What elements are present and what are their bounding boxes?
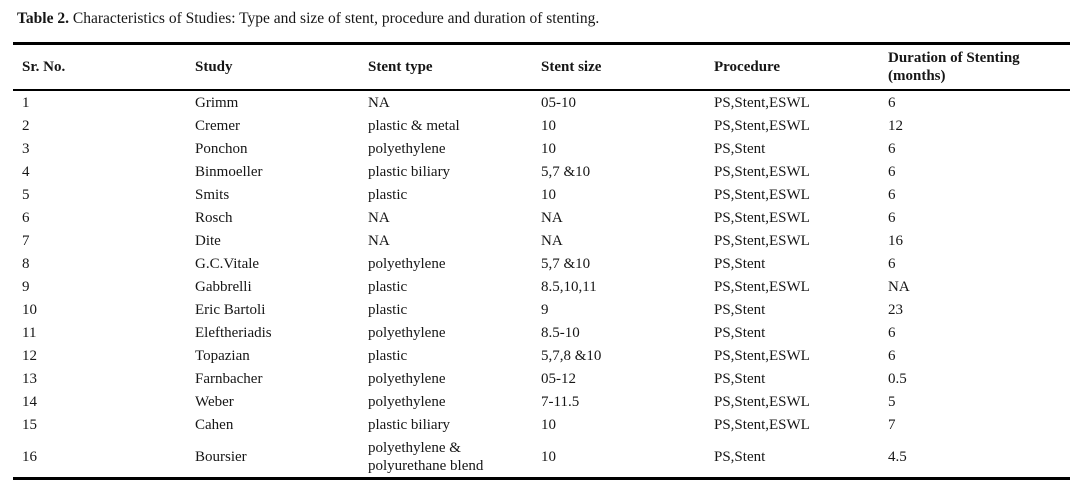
table-cell: PS,Stent,ESWL: [714, 278, 810, 295]
table-cell: 6: [888, 140, 896, 157]
table-row: [13, 390, 1070, 413]
table-row: [13, 160, 1070, 183]
table-cell: Binmoeller: [195, 163, 263, 180]
table-cell: 5,7 &10: [541, 255, 591, 272]
table-cell: 10: [541, 117, 556, 134]
table-cell: Ponchon: [195, 140, 248, 157]
table-cell: 8: [22, 255, 30, 272]
table-cell: Boursier: [195, 448, 247, 465]
table-cell: polyethylene: [368, 140, 446, 157]
table-cell: 4.5: [888, 448, 907, 465]
table-cell: 10: [541, 416, 556, 433]
table-cell: PS,Stent: [714, 140, 766, 157]
table-row: [13, 344, 1070, 367]
column-header: Procedure: [714, 59, 781, 75]
table-cell: NA: [368, 209, 390, 226]
table-cell: 16: [22, 448, 37, 465]
column-header: Sr. No.: [22, 59, 66, 75]
table-cell: 6: [888, 255, 896, 272]
table-cell: PS,Stent,ESWL: [714, 209, 810, 226]
table-row: [13, 90, 1070, 114]
table-cell: PS,Stent: [714, 324, 766, 341]
table-row: [13, 321, 1070, 344]
table-caption: [17, 9, 599, 29]
table-cell: plastic: [368, 301, 408, 318]
table-cell: polyethylene & polyurethane blend: [368, 439, 484, 474]
table-cell: PS,Stent: [714, 370, 766, 387]
table-cell: 15: [22, 416, 37, 433]
table-cell: PS,Stent,ESWL: [714, 94, 810, 111]
table-cell: 12: [22, 347, 37, 364]
table-cell: 6: [888, 163, 896, 180]
table-cell: 10: [22, 301, 37, 318]
table-cell: PS,Stent,ESWL: [714, 163, 810, 180]
table-cell: NA: [368, 94, 390, 111]
table-cell: Cremer: [195, 117, 240, 134]
table-cell: PS,Stent,ESWL: [714, 393, 810, 410]
table-cell: 13: [22, 370, 37, 387]
table-cell: polyethylene: [368, 370, 446, 387]
table-cell: NA: [888, 278, 910, 295]
table-row: [13, 137, 1070, 160]
table-cell: PS,Stent,ESWL: [714, 117, 810, 134]
table-row: [13, 367, 1070, 390]
table-cell: Eleftheriadis: [195, 324, 272, 341]
table-cell: 7: [22, 232, 30, 249]
table-cell: Eric Bartoli: [195, 301, 266, 318]
table-cell: 9: [22, 278, 30, 295]
table-cell: 7-11.5: [541, 393, 580, 410]
table-cell: 10: [541, 140, 556, 157]
table-cell: plastic: [368, 347, 408, 364]
table-cell: 2: [22, 117, 30, 134]
column-header: Study: [195, 59, 233, 75]
table-cell: G.C.Vitale: [195, 255, 260, 272]
table-cell: NA: [541, 232, 563, 249]
table-row: [13, 252, 1070, 275]
table-row: [13, 229, 1070, 252]
table-cell: 7: [888, 416, 896, 433]
table-cell: PS,Stent,ESWL: [714, 232, 810, 249]
table-cell: 8.5-10: [541, 324, 580, 341]
table-cell: plastic & metal: [368, 117, 460, 134]
column-header: Stent type: [368, 59, 433, 75]
column-header: Duration of Stenting (months): [888, 50, 1020, 84]
table-cell: 5: [888, 393, 896, 410]
table-cell: Grimm: [195, 94, 239, 111]
table-cell: 3: [22, 140, 30, 157]
table-cell: NA: [368, 232, 390, 249]
table-cell: 5,7,8 &10: [541, 347, 602, 364]
table-cell: 16: [888, 232, 903, 249]
table-cell: PS,Stent: [714, 255, 766, 272]
table-row: [13, 114, 1070, 137]
table-body: [13, 90, 1070, 479]
table-header: [13, 44, 1070, 91]
table-cell: polyethylene: [368, 324, 446, 341]
table-cell: Topazian: [195, 347, 250, 364]
table-cell: 5: [22, 186, 30, 203]
table-cell: plastic: [368, 278, 408, 295]
table-cell: 12: [888, 117, 903, 134]
table-cell: 0.5: [888, 370, 907, 387]
table-cell: plastic: [368, 186, 408, 203]
table-row: [13, 275, 1070, 298]
studies-table: [13, 42, 1070, 480]
table-row: [13, 183, 1070, 206]
table-caption-label: Table 2.: [17, 10, 69, 27]
table-row: [13, 206, 1070, 229]
table-cell: PS,Stent: [714, 301, 766, 318]
table-cell: 6: [22, 209, 30, 226]
table-cell: 4: [22, 163, 30, 180]
table-cell: 14: [22, 393, 37, 410]
table-cell: 11: [22, 324, 37, 341]
table-caption-text: Characteristics of Studies: Type and size of stent, procedure and duration of stenting.: [72, 10, 600, 27]
table-cell: polyethylene: [368, 393, 446, 410]
table-cell: Weber: [195, 393, 234, 410]
table-cell: 6: [888, 324, 896, 341]
table-row: [13, 436, 1070, 479]
table-header-row: [13, 44, 1070, 91]
table-cell: Farnbacher: [195, 370, 263, 387]
table-cell: PS,Stent,ESWL: [714, 416, 810, 433]
column-header: Stent size: [541, 59, 602, 75]
table-cell: 6: [888, 186, 896, 203]
table-cell: 5,7 &10: [541, 163, 591, 180]
table-cell: PS,Stent,ESWL: [714, 347, 810, 364]
table-cell: 8.5,10,11: [541, 278, 597, 295]
table-cell: Smits: [195, 186, 230, 203]
table-cell: 05-12: [541, 370, 576, 387]
table-cell: 10: [541, 186, 556, 203]
table-cell: 6: [888, 94, 896, 111]
table-row: [13, 298, 1070, 321]
table-cell: PS,Stent: [714, 448, 766, 465]
table-cell: 6: [888, 209, 896, 226]
table-row: [13, 413, 1070, 436]
table-cell: PS,Stent,ESWL: [714, 186, 810, 203]
table-cell: 6: [888, 347, 896, 364]
table-cell: NA: [541, 209, 563, 226]
table-cell: Dite: [195, 232, 221, 249]
table-cell: 05-10: [541, 94, 576, 111]
table-cell: Rosch: [195, 209, 233, 226]
table-cell: 1: [22, 94, 30, 111]
table-cell: 10: [541, 448, 556, 465]
table-cell: Gabbrelli: [195, 278, 252, 295]
table-cell: polyethylene: [368, 255, 446, 272]
table-cell: plastic biliary: [368, 163, 451, 180]
table-cell: 23: [888, 301, 903, 318]
table-cell: Cahen: [195, 416, 234, 433]
table-cell: plastic biliary: [368, 416, 451, 433]
table-cell: 9: [541, 301, 549, 318]
